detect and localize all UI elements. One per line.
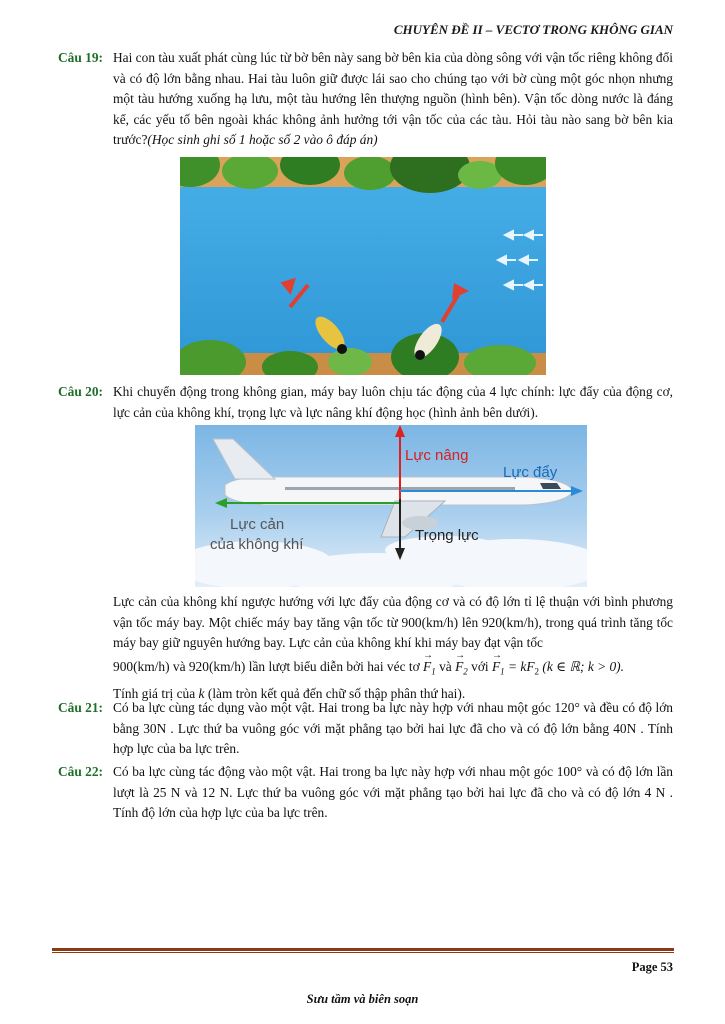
page-number: Page 53: [631, 960, 673, 974]
label-thrust: Lực đẩy: [503, 464, 558, 481]
label-lift: Lực nâng: [405, 447, 469, 464]
question-label: Câu 22:: [58, 764, 104, 779]
label-weight: Trọng lực: [415, 527, 479, 544]
question-label: Câu 20:: [58, 384, 104, 399]
answer-note: (Học sinh ghi số 1 hoặc số 2 vào ô đáp án): [147, 132, 378, 148]
river-water: [180, 157, 546, 375]
airplane-forces-figure: [195, 425, 587, 587]
question-text: Khi chuyển động trong không gian, máy bay luôn chịu tác động của 4 lực chính: lực đẩy của động cơ, lực cản của không khí, trọng lực và lực nâng khí động học (hình ảnh bên dưới).: [113, 384, 673, 420]
paragraph-vectors: 900(km/h) và 920(km/h) lần lượt biểu diễn bởi hai véc tơ → $F_1$ và → $F_2$ với → $F_1 = kF_2$ (k ∈ ℝ; k > 0).: [113, 657, 673, 682]
label-drag-line2: của không khí: [210, 536, 304, 553]
question-20-body: [58, 592, 673, 705]
paragraph: Tính giá trị của k (làm tròn kết quả đến chữ số thập phân thứ hai).: [113, 686, 466, 702]
question-text: Có ba lực cùng tác động vào một vật. Hai trong ba lực này hợp với nhau một góc 100° và có độ lớn lần lượt là 25 N và 12 N. Lực thứ ba vuông góc với mặt phẳng tạo bởi hai lực đã cho và có độ lớn 4 N . Tính độ lớn của hợp lực của ba lực trên.: [113, 764, 673, 821]
question-20: [58, 382, 673, 423]
question-19: [58, 48, 673, 151]
question-label: Câu 21:: [58, 700, 104, 715]
footer-credit: Sưu tầm và biên soạn: [306, 992, 419, 1006]
page-header-title: CHUYÊN ĐỀ II – VECTƠ TRONG KHÔNG GIAN: [393, 22, 673, 37]
footer-rule-thin: [52, 952, 674, 953]
footer-rule: [52, 948, 674, 951]
question-text: Có ba lực cùng tác dụng vào một vật. Hai trong ba lực này hợp với nhau một góc 120° và đều có độ lớn bằng 30N . Lực thứ ba vuông góc với mặt phẳng tạo bởi hai lực đã cho và có độ lớn bằng 40N . Tính hợp lực của ba lực trên.: [113, 700, 673, 757]
question-label: Câu 19:: [58, 50, 104, 65]
question-21: [58, 698, 673, 760]
question-22: [58, 762, 673, 824]
label-drag-line1: Lực cản: [230, 516, 285, 533]
river-boats-figure: [180, 157, 546, 375]
paragraph: Lực cản của không khí ngược hướng với lực đẩy của động cơ và có độ lớn tỉ lệ thuận với bình phương vận tốc máy bay. Một chiếc máy bay tăng vận tốc từ 900(km/h) lên 920(km/h), trong quá trình tăng tốc máy bay giữ nguyên hướng bay. Lực cản của không khí khi máy bay đạt vận tốc: [113, 594, 673, 651]
question-text: Hai con tàu xuất phát cùng lúc từ bờ bên này sang bờ bên kia của dòng sông với vận tốc riêng không đổi và có độ lớn bằng nhau. Hai tàu luôn giữ được lái sao cho chúng tạo với bờ cùng một góc nhọn nhưng một tàu hướng xuống hạ lưu, một tàu hướng lên thượng nguồn (hình bên). Vận tốc dòng nước là đáng kể, các yếu tố bên ngoài khác không ảnh hưởng tới vận tốc của các tàu. Hỏi tàu nào sang bờ bên kia trước?: [113, 50, 673, 148]
